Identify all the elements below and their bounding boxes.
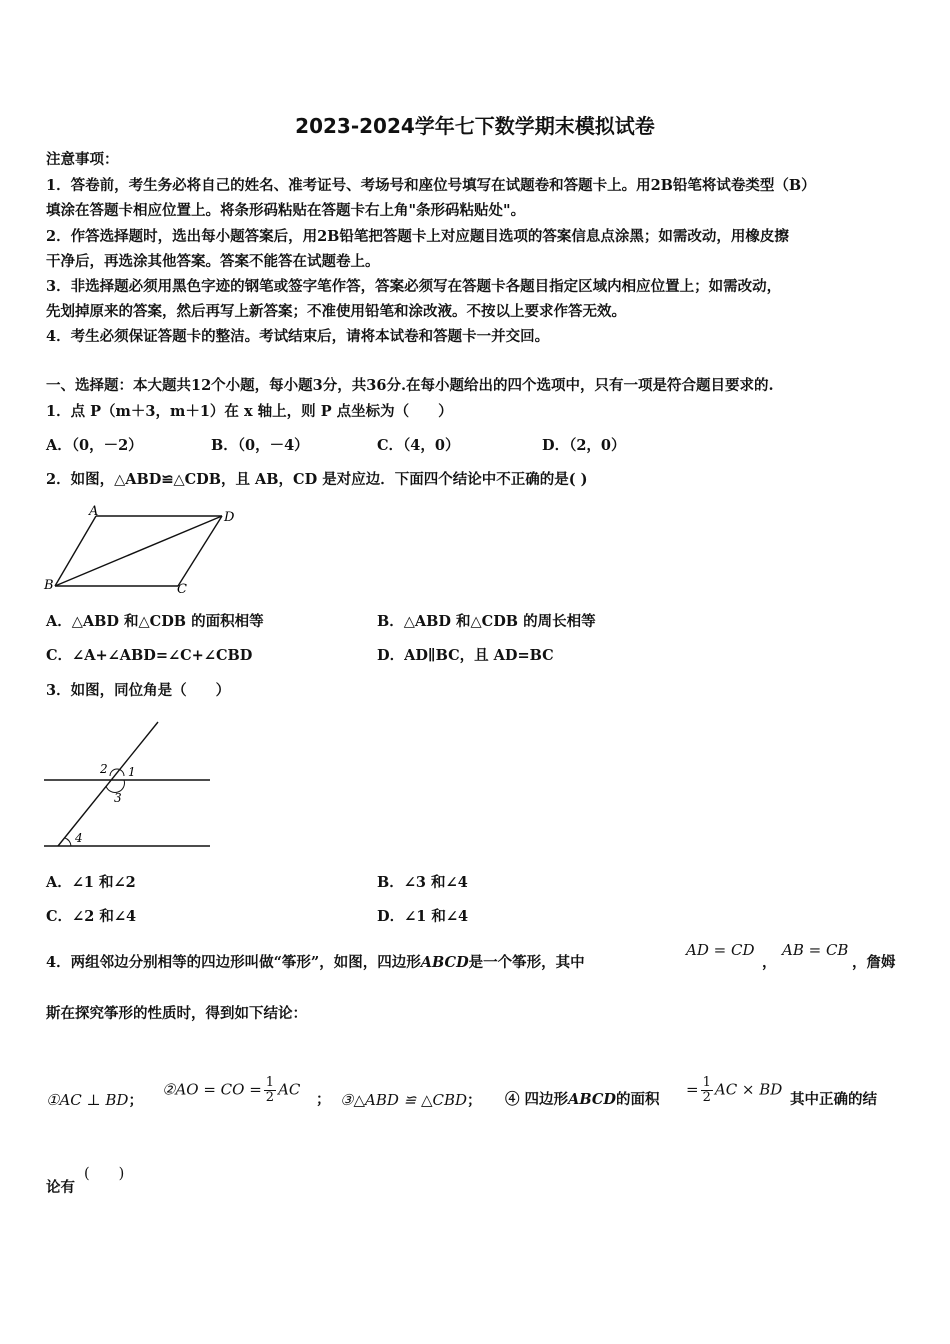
note-line: 先划掉原来的答案，然后再写上新答案；不准使用铅笔和涂改液。不按以上要求作答无效。 — [46, 303, 626, 320]
q4-stem-tail: ，詹姆 — [852, 954, 896, 971]
label-c: C — [177, 582, 187, 597]
q1-option-c: C．（4，0） — [377, 437, 460, 454]
conclusion-3: ③△ABD ≌ △CBD； — [340, 1091, 482, 1109]
fraction-half: $\frac{1}{2}$ — [702, 1075, 711, 1105]
q4-comma: ， — [762, 954, 777, 971]
q4-stem-part: 是一个筝形，其中 — [468, 954, 585, 971]
fraction-half: $\frac{1}{2}$ — [265, 1075, 275, 1105]
q4-eq2: AB = CB — [782, 941, 849, 959]
q1-option-b: B．（0，－4） — [211, 437, 309, 454]
page-title: 2023-2024学年七下数学期末模拟试卷 — [295, 114, 655, 138]
transversal-figure — [40, 716, 220, 856]
conclusion-4: ④ 四边形ABCD的面积 — [505, 1091, 660, 1108]
q4-stem-part: 4．两组邻边分别相等的四边形叫做“筝形”，如图，四边形 — [46, 954, 421, 971]
label-a: A — [89, 504, 99, 519]
label-b: B — [44, 578, 54, 593]
q2-option-a: A．△ABD 和△CDB 的面积相等 — [46, 613, 264, 630]
angle-label-2: 2 — [100, 762, 108, 776]
section-heading: 一、选择题：本大题共12个小题，每小题3分，共36分.在每小题给出的四个选项中，只有一项是符合题目要求的. — [46, 377, 774, 394]
q3-option-d: D．∠1 和∠4 — [377, 908, 469, 925]
note-line: 3．非选择题必须用黑色字迹的钢笔或签字笔作答，答案必须写在答题卡各题目指定区域内相应位置上；如需改动， — [46, 278, 782, 295]
note-line: 2．作答选择题时，选出每小题答案后，用2B铅笔把答题卡上对应题目选项的答案信息点涂黑；如需改动，用橡皮擦 — [46, 228, 789, 245]
q1-option-a: A．（0，－2） — [46, 437, 143, 454]
answer-blank: ( ) — [84, 1166, 125, 1182]
q3-option-a: A．∠1 和∠2 — [46, 874, 136, 891]
question-3-stem: 3．如图，同位角是（ ） — [46, 682, 231, 699]
question-1-stem: 1．点 P（m＋3，m＋1）在 x 轴上，则 P 点坐标为（ ） — [46, 403, 453, 420]
conclusion-1: ①AC ⊥ BD； — [46, 1091, 143, 1109]
question-2-stem: 2．如图，△ABD≌△CDB，且 AB，CD 是对应边．下面四个结论中不正确的是( ) — [46, 471, 588, 488]
q1-option-d: D．（2，0） — [542, 437, 626, 454]
note-line: 4．考生必须保证答题卡的整洁。考试结束后，请将本试卷和答题卡一并交回。 — [46, 328, 550, 345]
q2-option-c: C．∠A+∠ABD=∠C+∠CBD — [46, 647, 253, 664]
note-line: 干净后，再选涂其他答案。答案不能答在试题卷上。 — [46, 253, 380, 270]
angle-label-3: 3 — [114, 791, 122, 805]
question-4-line4: 论有 — [46, 1179, 75, 1196]
note-line: 填涂在答题卡相应位置上。将条形码粘贴在答题卡右上角"条形码粘贴处"。 — [46, 202, 526, 219]
q2-option-b: B．△ABD 和△CDB 的周长相等 — [377, 613, 596, 630]
q3-option-b: B．∠3 和∠4 — [377, 874, 468, 891]
q4-eq1: AD = CD — [686, 941, 755, 959]
question-4-stem — [46, 953, 585, 973]
q2-option-d: D．AD∥BC，且 AD=BC — [377, 647, 554, 664]
angle-label-4: 4 — [75, 831, 83, 845]
label-d: D — [224, 510, 235, 525]
conclusion-tail: 其中正确的结 — [790, 1091, 877, 1108]
question-4-line2: 斯在探究筝形的性质时，得到如下结论： — [46, 1005, 307, 1022]
parallelogram-figure — [40, 502, 250, 602]
q4-abcd: ABCD — [420, 954, 469, 971]
conclusion-4-formula: = $\frac{1}{2}$ AC × BD — [686, 1075, 783, 1105]
note-line: 1．答卷前，考生务必将自己的姓名、准考证号、考场号和座位号填写在试题卷和答题卡上。用2B铅笔将试卷类型（B） — [46, 177, 816, 194]
q3-option-c: C．∠2 和∠4 — [46, 908, 137, 925]
conclusion-2: ②AO = CO = $\frac{1}{2}$ AC — [162, 1075, 301, 1105]
semicolon: ； — [316, 1091, 331, 1108]
notes-heading: 注意事项： — [46, 151, 119, 168]
angle-label-1: 1 — [128, 765, 136, 779]
